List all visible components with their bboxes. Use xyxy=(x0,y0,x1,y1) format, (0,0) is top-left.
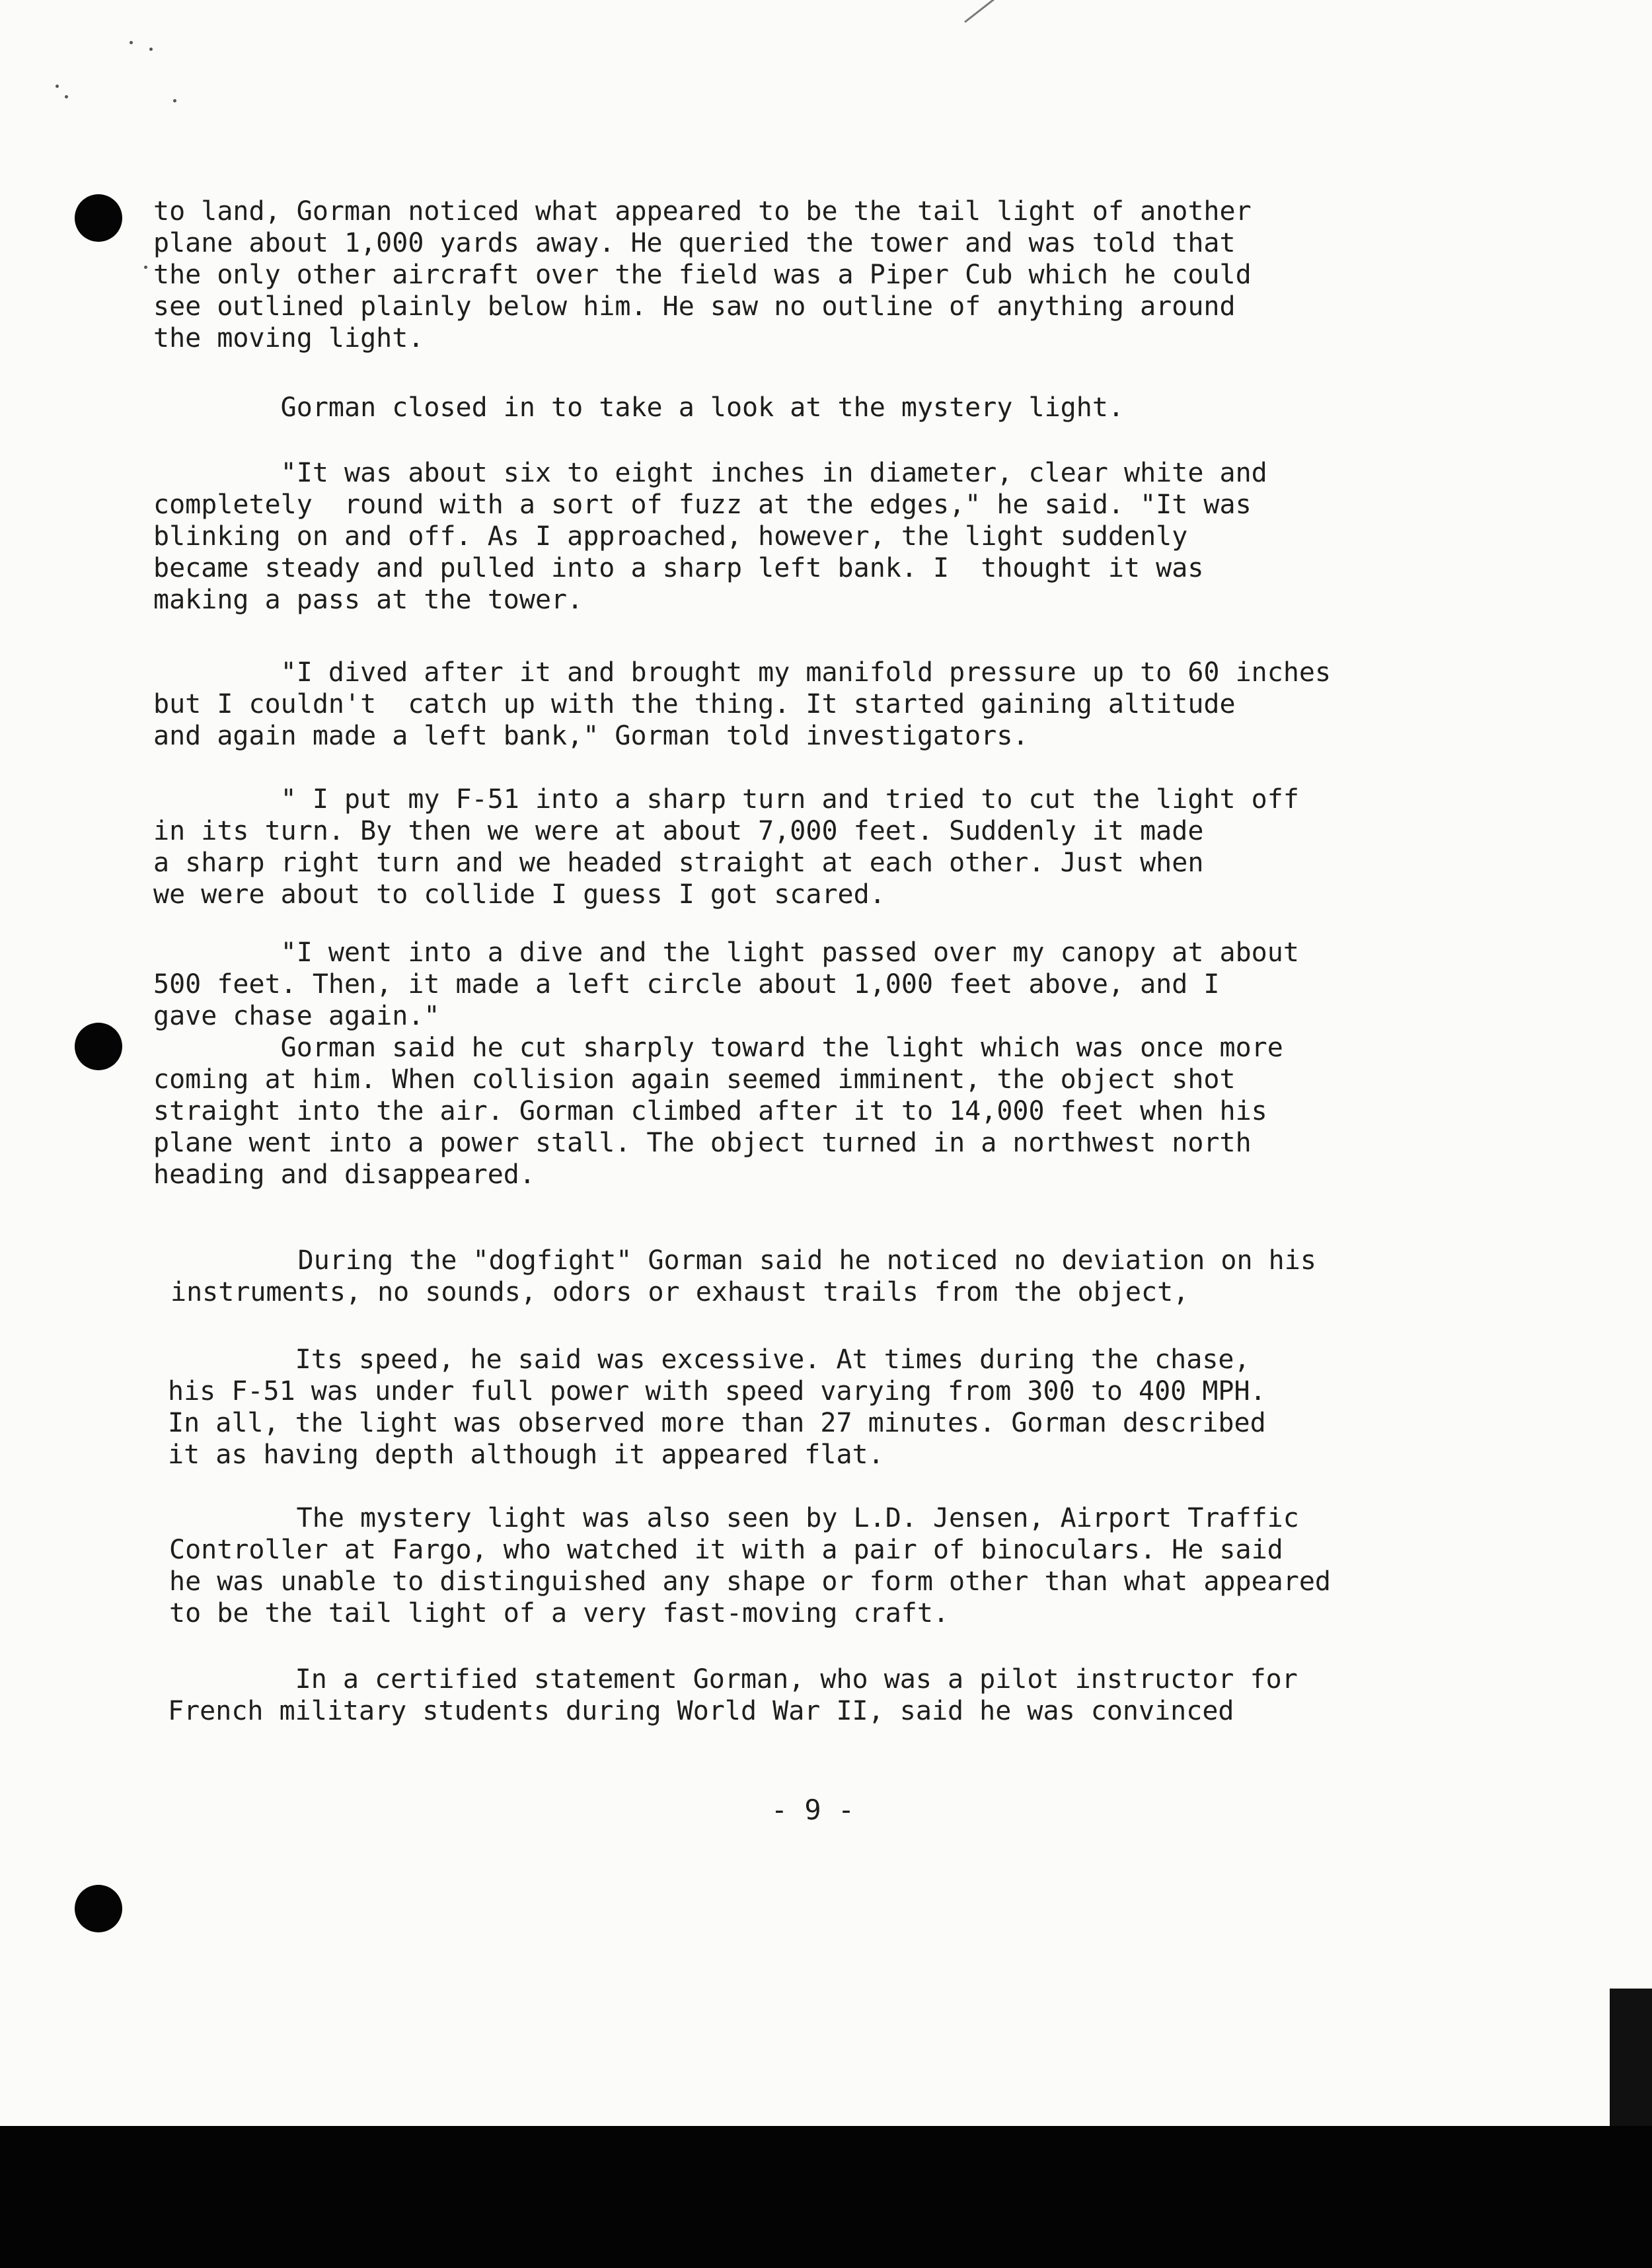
text-line: " I put my F-51 into a sharp turn and tried to cut the light off xyxy=(153,784,1299,815)
text-line: the only other aircraft over the field was a Piper Cub which he could xyxy=(153,260,1252,290)
text-line: instruments, no sounds, odors or exhaust trails from the object, xyxy=(170,1277,1189,1307)
text-line: Controller at Fargo, who watched it with a pair of binoculars. He said xyxy=(169,1535,1283,1565)
text-line: and again made a left bank," Gorman told investigators. xyxy=(153,721,1029,751)
text-line: straight into the air. Gorman climbed after it to 14,000 feet when his xyxy=(153,1096,1267,1126)
scan-speck xyxy=(173,99,176,102)
scan-speck xyxy=(130,41,133,44)
punch-hole xyxy=(75,1885,122,1932)
text-line: became steady and pulled into a sharp left bank. I thought it was xyxy=(153,553,1204,583)
text-line: he was unable to distinguished any shape or form other than what appeared xyxy=(169,1566,1331,1597)
scan-edge-shadow xyxy=(1610,1989,1652,2126)
punch-hole xyxy=(75,1023,122,1070)
text-line: see outlined plainly below him. He saw no outline of anything around xyxy=(153,291,1236,322)
paragraph xyxy=(169,1502,1603,1629)
text-line: 500 feet. Then, it made a left circle about 1,000 feet above, and I xyxy=(153,969,1220,1000)
text-line: The mystery light was also seen by L.D. Jensen, Airport Traffic xyxy=(169,1503,1299,1533)
paragraph xyxy=(170,1245,1604,1308)
text-line: "I went into a dive and the light passed over my canopy at about xyxy=(153,937,1299,968)
text-line: we were about to collide I guess I got scared. xyxy=(153,879,885,910)
text-line: a sharp right turn and we headed straight at each other. Just when xyxy=(153,848,1204,878)
paragraph xyxy=(153,784,1587,910)
text-line: In all, the light was observed more than 27 minutes. Gorman described xyxy=(168,1408,1266,1438)
text-line: "I dived after it and brought my manifold pressure up to 60 inches xyxy=(153,657,1332,688)
text-line: During the "dogfight" Gorman said he noticed no deviation on his xyxy=(170,1245,1316,1276)
page-number: - 9 - xyxy=(770,1794,855,1826)
text-line: the moving light. xyxy=(153,323,424,353)
text-line: Gorman said he cut sharply toward the light which was once more xyxy=(153,1033,1283,1063)
text-line: gave chase again." xyxy=(153,1001,440,1031)
text-line: it as having depth although it appeared flat. xyxy=(168,1440,884,1470)
paragraph xyxy=(168,1664,1602,1727)
scan-speck xyxy=(149,48,153,51)
scan-bottom-border xyxy=(0,2126,1652,2268)
text-line: to land, Gorman noticed what appeared to be the tail light of another xyxy=(153,196,1252,227)
text-line: his F-51 was under full power with speed varying from 300 to 400 MPH. xyxy=(168,1376,1266,1407)
text-line: coming at him. When collision again seemed imminent, the object shot xyxy=(153,1064,1236,1095)
text-line: plane about 1,000 yards away. He queried the tower and was told that xyxy=(153,228,1236,258)
punch-hole xyxy=(75,194,122,242)
text-line: "It was about six to eight inches in diameter, clear white and xyxy=(153,458,1267,488)
text-line: completely round with a sort of fuzz at the edges," he said. "It was xyxy=(153,490,1252,520)
paragraph xyxy=(153,657,1587,752)
text-line: heading and disappeared. xyxy=(153,1159,535,1190)
text-line: in its turn. By then we were at about 7,000 feet. Suddenly it made xyxy=(153,816,1204,846)
text-line: In a certified statement Gorman, who was a pilot instructor for xyxy=(168,1664,1298,1695)
scan-speck xyxy=(65,95,68,98)
paragraph xyxy=(168,1344,1602,1471)
scan-speck xyxy=(144,266,147,269)
text-line: but I couldn't catch up with the thing. It started gaining altitude xyxy=(153,689,1236,719)
text-line: making a pass at the tower. xyxy=(153,585,583,615)
text-line: French military students during World War II, said he was convinced xyxy=(168,1696,1234,1726)
paragraph xyxy=(153,457,1587,616)
text-line: to be the tail light of a very fast-moving craft. xyxy=(169,1598,950,1628)
scan-speck xyxy=(56,85,59,88)
paragraph xyxy=(153,392,1587,423)
text-line: Gorman closed in to take a look at the mystery light. xyxy=(153,392,1125,423)
text-line: Its speed, he said was excessive. At times during the chase, xyxy=(168,1344,1250,1375)
paragraph xyxy=(153,196,1587,354)
paragraph xyxy=(153,937,1587,1190)
text-line: plane went into a power stall. The object turned in a northwest north xyxy=(153,1128,1252,1158)
text-line: blinking on and off. As I approached, however, the light suddenly xyxy=(153,521,1188,552)
pen-mark xyxy=(964,0,995,23)
